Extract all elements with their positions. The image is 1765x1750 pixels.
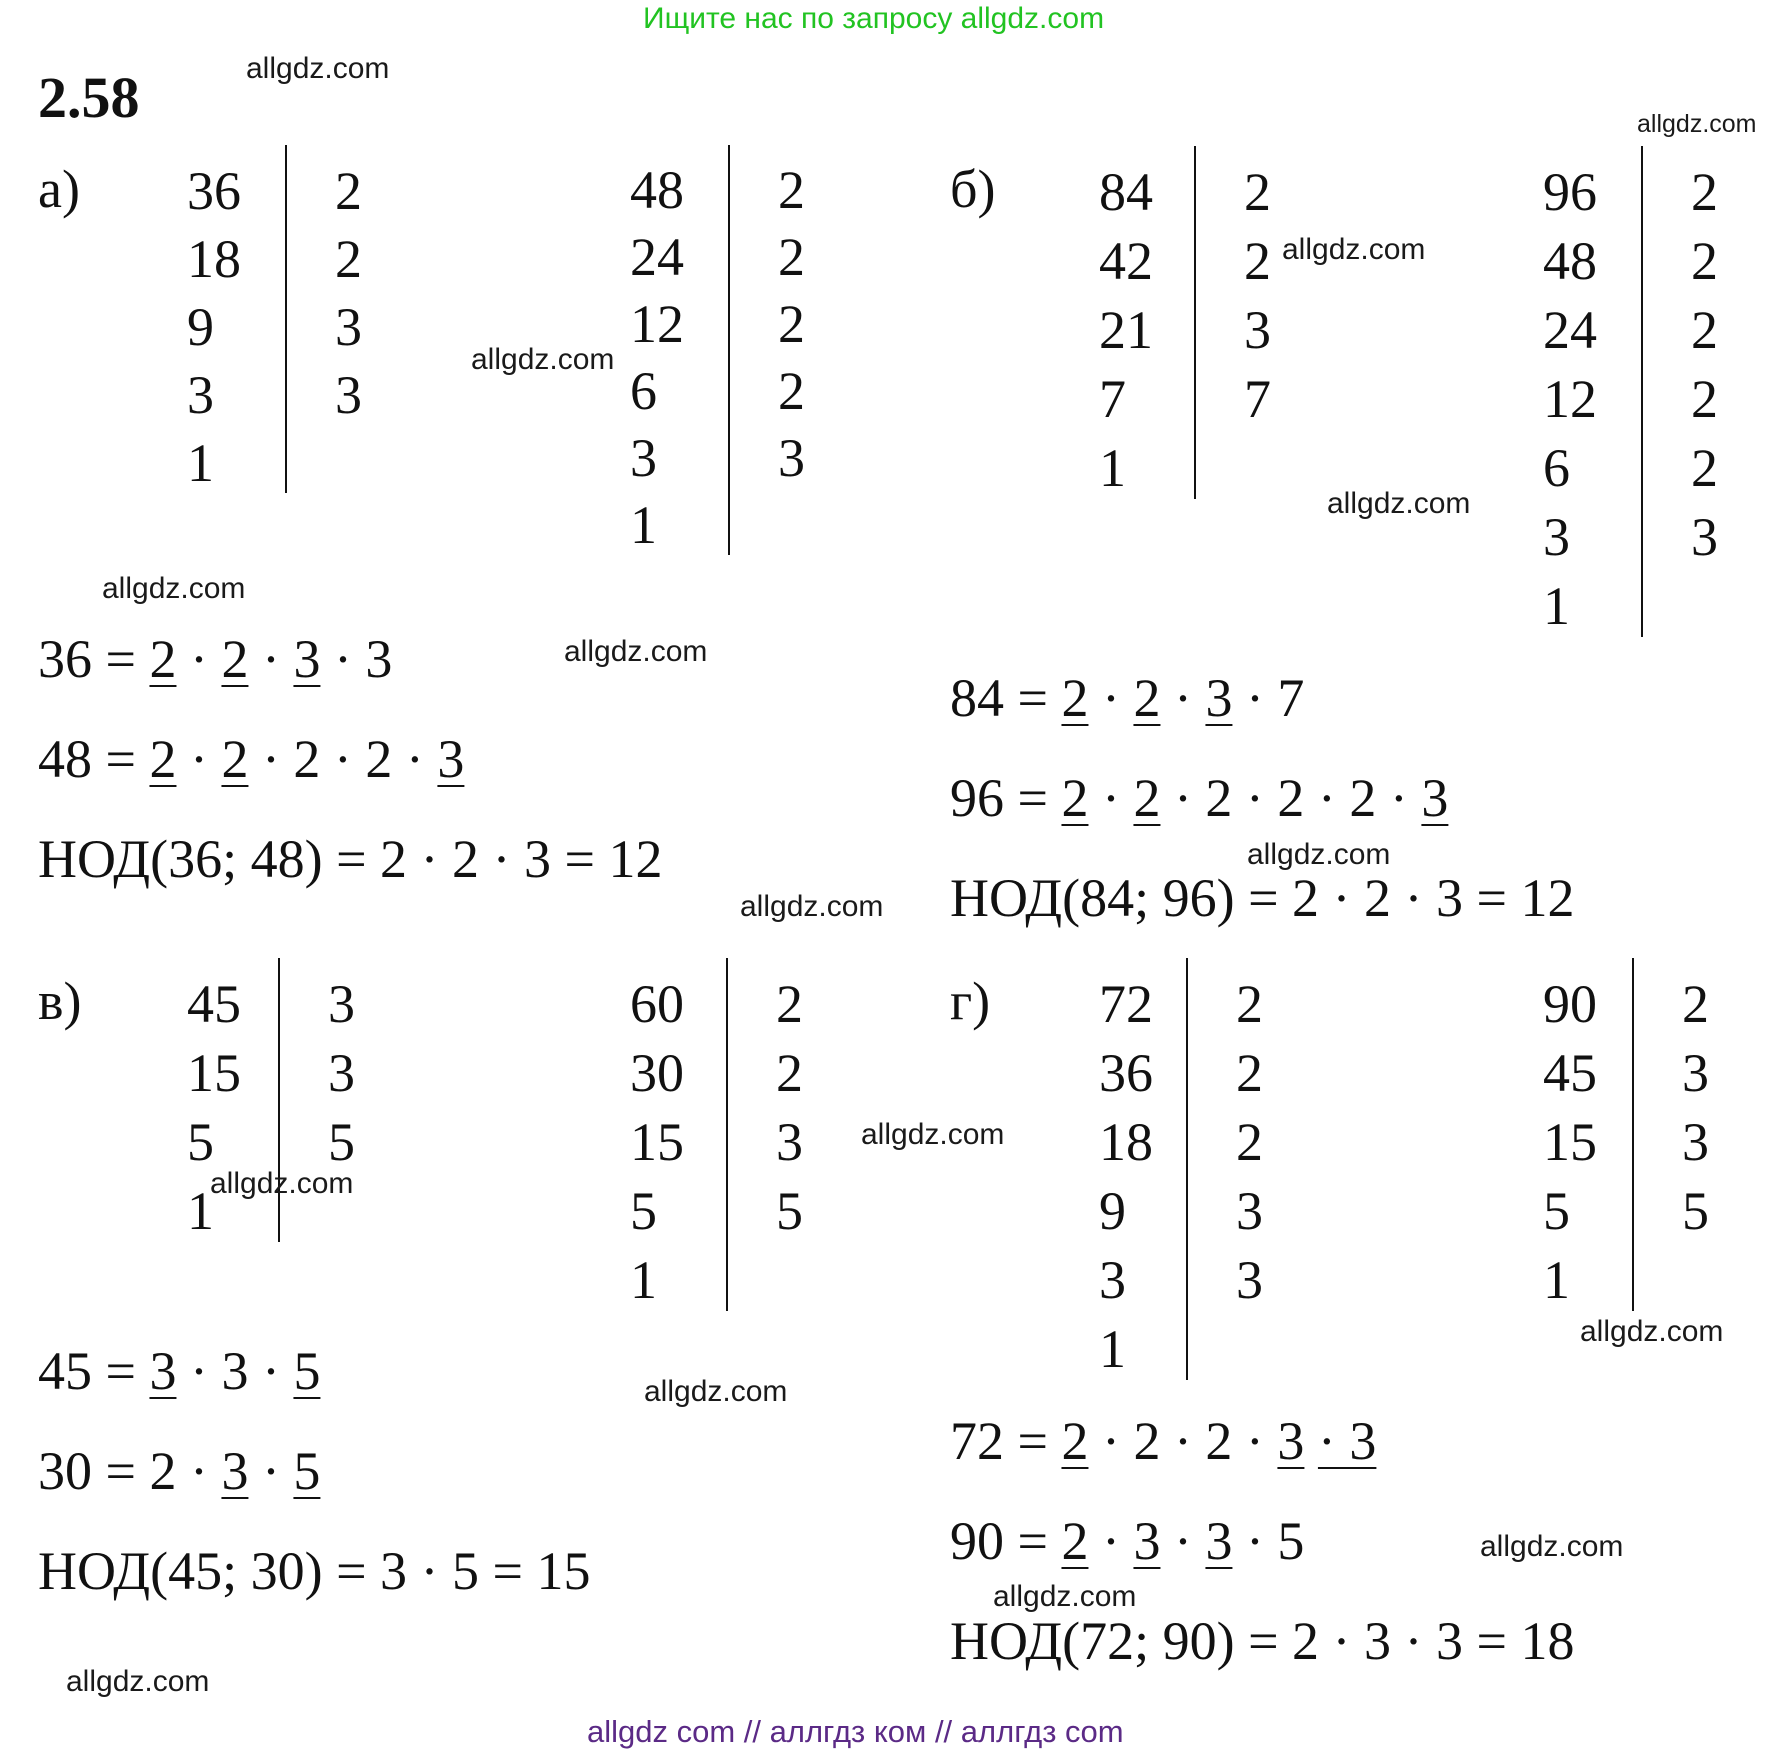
divisor-column [776, 970, 803, 1246]
dividend: 1 [1099, 438, 1126, 498]
underlined-factor: 2 [1061, 1511, 1089, 1571]
dividend: 1 [187, 1181, 214, 1241]
watermark: allgdz.com [644, 1375, 788, 1408]
watermark: allgdz.com [1480, 1530, 1624, 1563]
underlined-factor: 2 [221, 629, 249, 689]
equation-text: 30 = 2 · [38, 1441, 222, 1501]
equation-text [1304, 1411, 1318, 1471]
underlined-factor: 3 [1205, 1511, 1233, 1571]
footer-links[interactable]: allgdz com // аллгдз ком // аллгдз com [587, 1714, 1124, 1749]
divisor: 3 [1691, 507, 1718, 567]
equation-b-1 [950, 667, 1304, 729]
dividend: 18 [1099, 1112, 1153, 1172]
dividend: 42 [1099, 231, 1153, 291]
divisor: 3 [1236, 1181, 1263, 1241]
equation-g-2 [950, 1510, 1304, 1572]
dividend: 30 [630, 1043, 684, 1103]
equation-text: · [176, 729, 222, 789]
part-b-label: б) [950, 159, 996, 219]
equation-b-2 [950, 767, 1448, 829]
underlined-factor: 2 [1061, 668, 1089, 728]
dividend: 5 [630, 1181, 657, 1241]
gcd-result-g: НОД(72; 90) = 2 · 3 · 3 = 18 [950, 1611, 1575, 1671]
search-banner[interactable]: Ищите нас по запросу allgdz.com [643, 2, 1105, 35]
dividend-column [187, 157, 241, 497]
divisor: 2 [335, 161, 362, 221]
dividend: 48 [1543, 231, 1597, 291]
dividend: 3 [187, 365, 214, 425]
divisor: 3 [1236, 1250, 1263, 1310]
dividend: 1 [187, 433, 214, 493]
watermark: allgdz.com [1637, 110, 1757, 138]
equation-text: 96 = [950, 768, 1062, 828]
watermark: allgdz.com [861, 1118, 1005, 1151]
watermark: allgdz.com [210, 1167, 354, 1200]
dividend: 3 [630, 428, 657, 488]
divisor: 3 [778, 428, 805, 488]
equation-a-1 [38, 628, 392, 690]
equation-text: 72 = [950, 1411, 1062, 1471]
dividend: 1 [630, 1250, 657, 1310]
dividend-column [630, 970, 684, 1315]
underlined-factor: 2 [1061, 1411, 1089, 1471]
equation-v-2 [38, 1440, 320, 1502]
divisor: 3 [335, 365, 362, 425]
equation-text: · 2 · 2 · [248, 729, 438, 789]
part-a-label: а) [38, 159, 80, 219]
equation-text: · [1160, 668, 1206, 728]
divisor: 2 [335, 229, 362, 289]
divisor-column [328, 970, 355, 1177]
dividend: 15 [1543, 1112, 1597, 1172]
divisor-column [1236, 970, 1263, 1315]
dividend: 24 [1543, 300, 1597, 360]
gcd-result-v: НОД(45; 30) = 3 · 5 = 15 [38, 1541, 591, 1601]
dividend: 1 [630, 495, 657, 555]
equation-text: · [1088, 768, 1134, 828]
task-number: 2.58 [38, 65, 140, 130]
dividend: 12 [1543, 369, 1597, 429]
dividend: 48 [630, 160, 684, 220]
dividend: 36 [187, 161, 241, 221]
divisor: 3 [1682, 1112, 1709, 1172]
equation-text: 84 = [950, 668, 1062, 728]
underlined-factor: 2 [149, 729, 177, 789]
dividend: 12 [630, 294, 684, 354]
equation-text: 90 = [950, 1511, 1062, 1571]
underlined-factor: 2 [149, 629, 177, 689]
watermark: allgdz.com [993, 1580, 1137, 1613]
divisor: 3 [1244, 300, 1271, 360]
divisor: 2 [1691, 231, 1718, 291]
divisor: 5 [776, 1181, 803, 1241]
dividend: 60 [630, 974, 684, 1034]
dividend-column [187, 970, 241, 1246]
gcd-result-a: НОД(36; 48) = 2 · 2 · 3 = 12 [38, 829, 663, 889]
equation-text: 45 = [38, 1341, 150, 1401]
divisor-column [335, 157, 362, 429]
division-bar [1194, 146, 1196, 499]
dividend: 15 [187, 1043, 241, 1103]
underlined-factor: 3 [293, 629, 321, 689]
divisor: 2 [776, 1043, 803, 1103]
equation-text: · [248, 629, 294, 689]
equation-text: · 3 [320, 629, 393, 689]
divisor: 2 [1682, 974, 1709, 1034]
underlined-factor: 3 [437, 729, 465, 789]
divisor: 2 [778, 294, 805, 354]
equation-text: · 3 · [176, 1341, 294, 1401]
divisor: 2 [778, 361, 805, 421]
dividend-column [630, 157, 684, 559]
divisor: 2 [1691, 438, 1718, 498]
dividend: 24 [630, 227, 684, 287]
equation-text: · 2 · 2 · [1088, 1411, 1278, 1471]
underlined-factor: · 3 [1317, 1411, 1377, 1471]
watermark: allgdz.com [740, 890, 884, 923]
dividend: 21 [1099, 300, 1153, 360]
dividend: 18 [187, 229, 241, 289]
dividend: 90 [1543, 974, 1597, 1034]
divisor: 5 [1682, 1181, 1709, 1241]
divisor: 2 [1691, 369, 1718, 429]
equation-text: · [248, 1441, 294, 1501]
dividend: 1 [1099, 1319, 1126, 1379]
underlined-factor: 3 [1421, 768, 1449, 828]
underlined-factor: 2 [1133, 768, 1161, 828]
divisor: 3 [328, 974, 355, 1034]
dividend: 96 [1543, 162, 1597, 222]
equation-text: · [1088, 668, 1134, 728]
equation-text: · [1160, 1511, 1206, 1571]
division-bar [728, 145, 730, 555]
dividend: 72 [1099, 974, 1153, 1034]
dividend: 1 [1543, 576, 1570, 636]
equation-text: 36 = [38, 629, 150, 689]
dividend: 5 [1543, 1181, 1570, 1241]
dividend: 6 [1543, 438, 1570, 498]
dividend-column [1099, 970, 1153, 1384]
underlined-factor: 3 [1205, 668, 1233, 728]
equation-text: · 7 [1232, 668, 1305, 728]
part-v-label: в) [38, 971, 82, 1031]
divisor: 2 [1236, 1043, 1263, 1103]
gcd-result-b: НОД(84; 96) = 2 · 2 · 3 = 12 [950, 868, 1575, 928]
division-bar [726, 958, 728, 1311]
equation-a-2 [38, 728, 464, 790]
watermark: allgdz.com [1282, 233, 1426, 266]
watermark: allgdz.com [1247, 838, 1391, 871]
divisor: 2 [778, 227, 805, 287]
divisor-column [778, 157, 805, 492]
underlined-factor: 2 [1061, 768, 1089, 828]
underlined-factor: 3 [221, 1441, 249, 1501]
underlined-factor: 3 [149, 1341, 177, 1401]
watermark: allgdz.com [1327, 487, 1471, 520]
dividend: 45 [1543, 1043, 1597, 1103]
equation-v-1 [38, 1340, 320, 1402]
division-bar [1186, 958, 1188, 1380]
equation-text: · [1088, 1511, 1134, 1571]
divisor-column [1682, 970, 1709, 1246]
dividend: 3 [1543, 507, 1570, 567]
divisor: 2 [1236, 974, 1263, 1034]
dividend: 3 [1099, 1250, 1126, 1310]
underlined-factor: 3 [1133, 1511, 1161, 1571]
divisor: 3 [776, 1112, 803, 1172]
underlined-factor: 2 [221, 729, 249, 789]
equation-text: · [176, 629, 222, 689]
underlined-factor: 5 [293, 1341, 321, 1401]
equation-g-1 [950, 1410, 1376, 1472]
watermark: allgdz.com [246, 52, 390, 85]
watermark: allgdz.com [471, 343, 615, 376]
divisor-column [1244, 158, 1271, 434]
divisor: 3 [1682, 1043, 1709, 1103]
dividend: 15 [630, 1112, 684, 1172]
divisor: 2 [776, 974, 803, 1034]
dividend: 84 [1099, 162, 1153, 222]
dividend-column [1543, 158, 1597, 641]
watermark: allgdz.com [564, 635, 708, 668]
watermark: allgdz.com [66, 1665, 210, 1698]
divisor: 3 [335, 297, 362, 357]
divisor: 2 [1691, 300, 1718, 360]
division-bar [1632, 958, 1634, 1311]
watermark: allgdz.com [1580, 1315, 1724, 1348]
divisor: 2 [1691, 162, 1718, 222]
dividend: 1 [1543, 1250, 1570, 1310]
underlined-factor: 3 [1277, 1411, 1305, 1471]
division-bar [285, 145, 287, 493]
dividend: 45 [187, 974, 241, 1034]
underlined-factor: 2 [1133, 668, 1161, 728]
dividend-column [1543, 970, 1597, 1315]
divisor: 7 [1244, 369, 1271, 429]
division-bar [1641, 146, 1643, 637]
dividend: 9 [187, 297, 214, 357]
dividend: 9 [1099, 1181, 1126, 1241]
watermark: allgdz.com [102, 572, 246, 605]
underlined-factor: 5 [293, 1441, 321, 1501]
part-g-label: г) [950, 971, 991, 1031]
dividend: 36 [1099, 1043, 1153, 1103]
divisor-column [1691, 158, 1718, 572]
equation-text: · 5 [1232, 1511, 1305, 1571]
divisor: 2 [1236, 1112, 1263, 1172]
divisor: 2 [778, 160, 805, 220]
equation-text: · 2 · 2 · 2 · [1160, 768, 1422, 828]
equation-text: 48 = [38, 729, 150, 789]
divisor: 2 [1244, 162, 1271, 222]
dividend: 6 [630, 361, 657, 421]
divisor: 5 [328, 1112, 355, 1172]
dividend-column [1099, 158, 1153, 503]
divisor: 2 [1244, 231, 1271, 291]
dividend: 5 [187, 1112, 214, 1172]
divisor: 3 [328, 1043, 355, 1103]
dividend: 7 [1099, 369, 1126, 429]
